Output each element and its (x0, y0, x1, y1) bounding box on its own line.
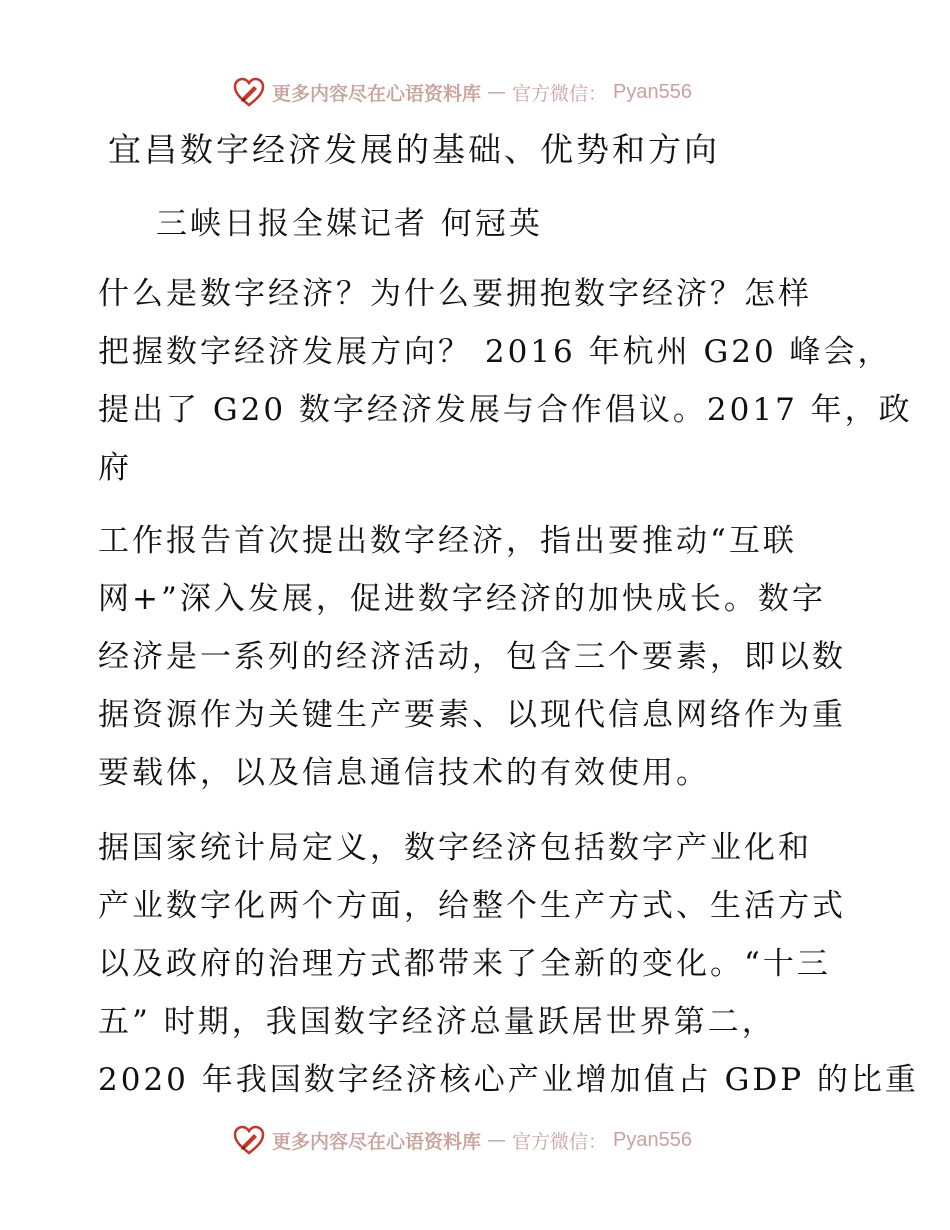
watermark-dash: — (487, 81, 507, 103)
text-line: 据国家统计局定义，数字经济包括数字产业化和 (98, 830, 812, 866)
text-line: 据资源作为关键生产要素、以现代信息网络作为重 (98, 697, 846, 733)
text-line: 2020 年我国数字经济核心产业增加值占 GDP 的比重 (98, 1062, 919, 1098)
watermark-wechat-label: 官方微信： (512, 1130, 608, 1153)
text-line: 什么是数字经济？为什么要拥抱数字经济？怎样 (98, 276, 812, 312)
watermark-wechat-label: 官方微信： (512, 82, 608, 105)
text-line: 工作报告首次提出数字经济，指出要推动“互联 (98, 523, 797, 559)
document-byline: 三峡日报全媒记者 何冠英 (156, 206, 543, 242)
text-line: 要载体，以及信息通信技术的有效使用。 (98, 755, 710, 791)
watermark-wechat-id: Pyan556 (613, 80, 692, 103)
text-line: 把握数字经济发展方向？ 2016 年杭州 G20 峰会， (98, 334, 892, 370)
paragraph-1 (98, 265, 913, 497)
document-title: 宜昌数字经济发展的基础、优势和方向 (108, 130, 720, 169)
paragraph-3 (98, 819, 919, 1109)
text-line: 网+”深入发展，促进数字经济的加快成长。数字 (98, 581, 826, 617)
watermark-wechat-id: Pyan556 (613, 1128, 692, 1151)
text-line: 经济是一系列的经济活动，包含三个要素，即以数 (98, 639, 846, 675)
watermark-text: 更多内容尽在心语资料库 (272, 82, 482, 105)
text-line: 府 (98, 450, 132, 486)
heart-pen-logo-icon (232, 1123, 266, 1157)
watermark-text: 更多内容尽在心语资料库 (272, 1130, 482, 1153)
text-line: 产业数字化两个方面，给整个生产方式、生活方式 (98, 888, 846, 924)
heart-pen-logo-icon (232, 75, 266, 109)
paragraph-2 (98, 512, 858, 802)
text-line: 五” 时期，我国数字经济总量跃居世界第二， (98, 1004, 776, 1040)
footer-watermark (232, 1120, 712, 1160)
header-watermark (232, 72, 712, 112)
text-line: 以及政府的治理方式都带来了全新的变化。“十三 (98, 946, 831, 982)
text-line: 提出了 G20 数字经济发展与合作倡议。2017 年，政 (98, 392, 913, 428)
watermark-dash: — (487, 1129, 507, 1151)
